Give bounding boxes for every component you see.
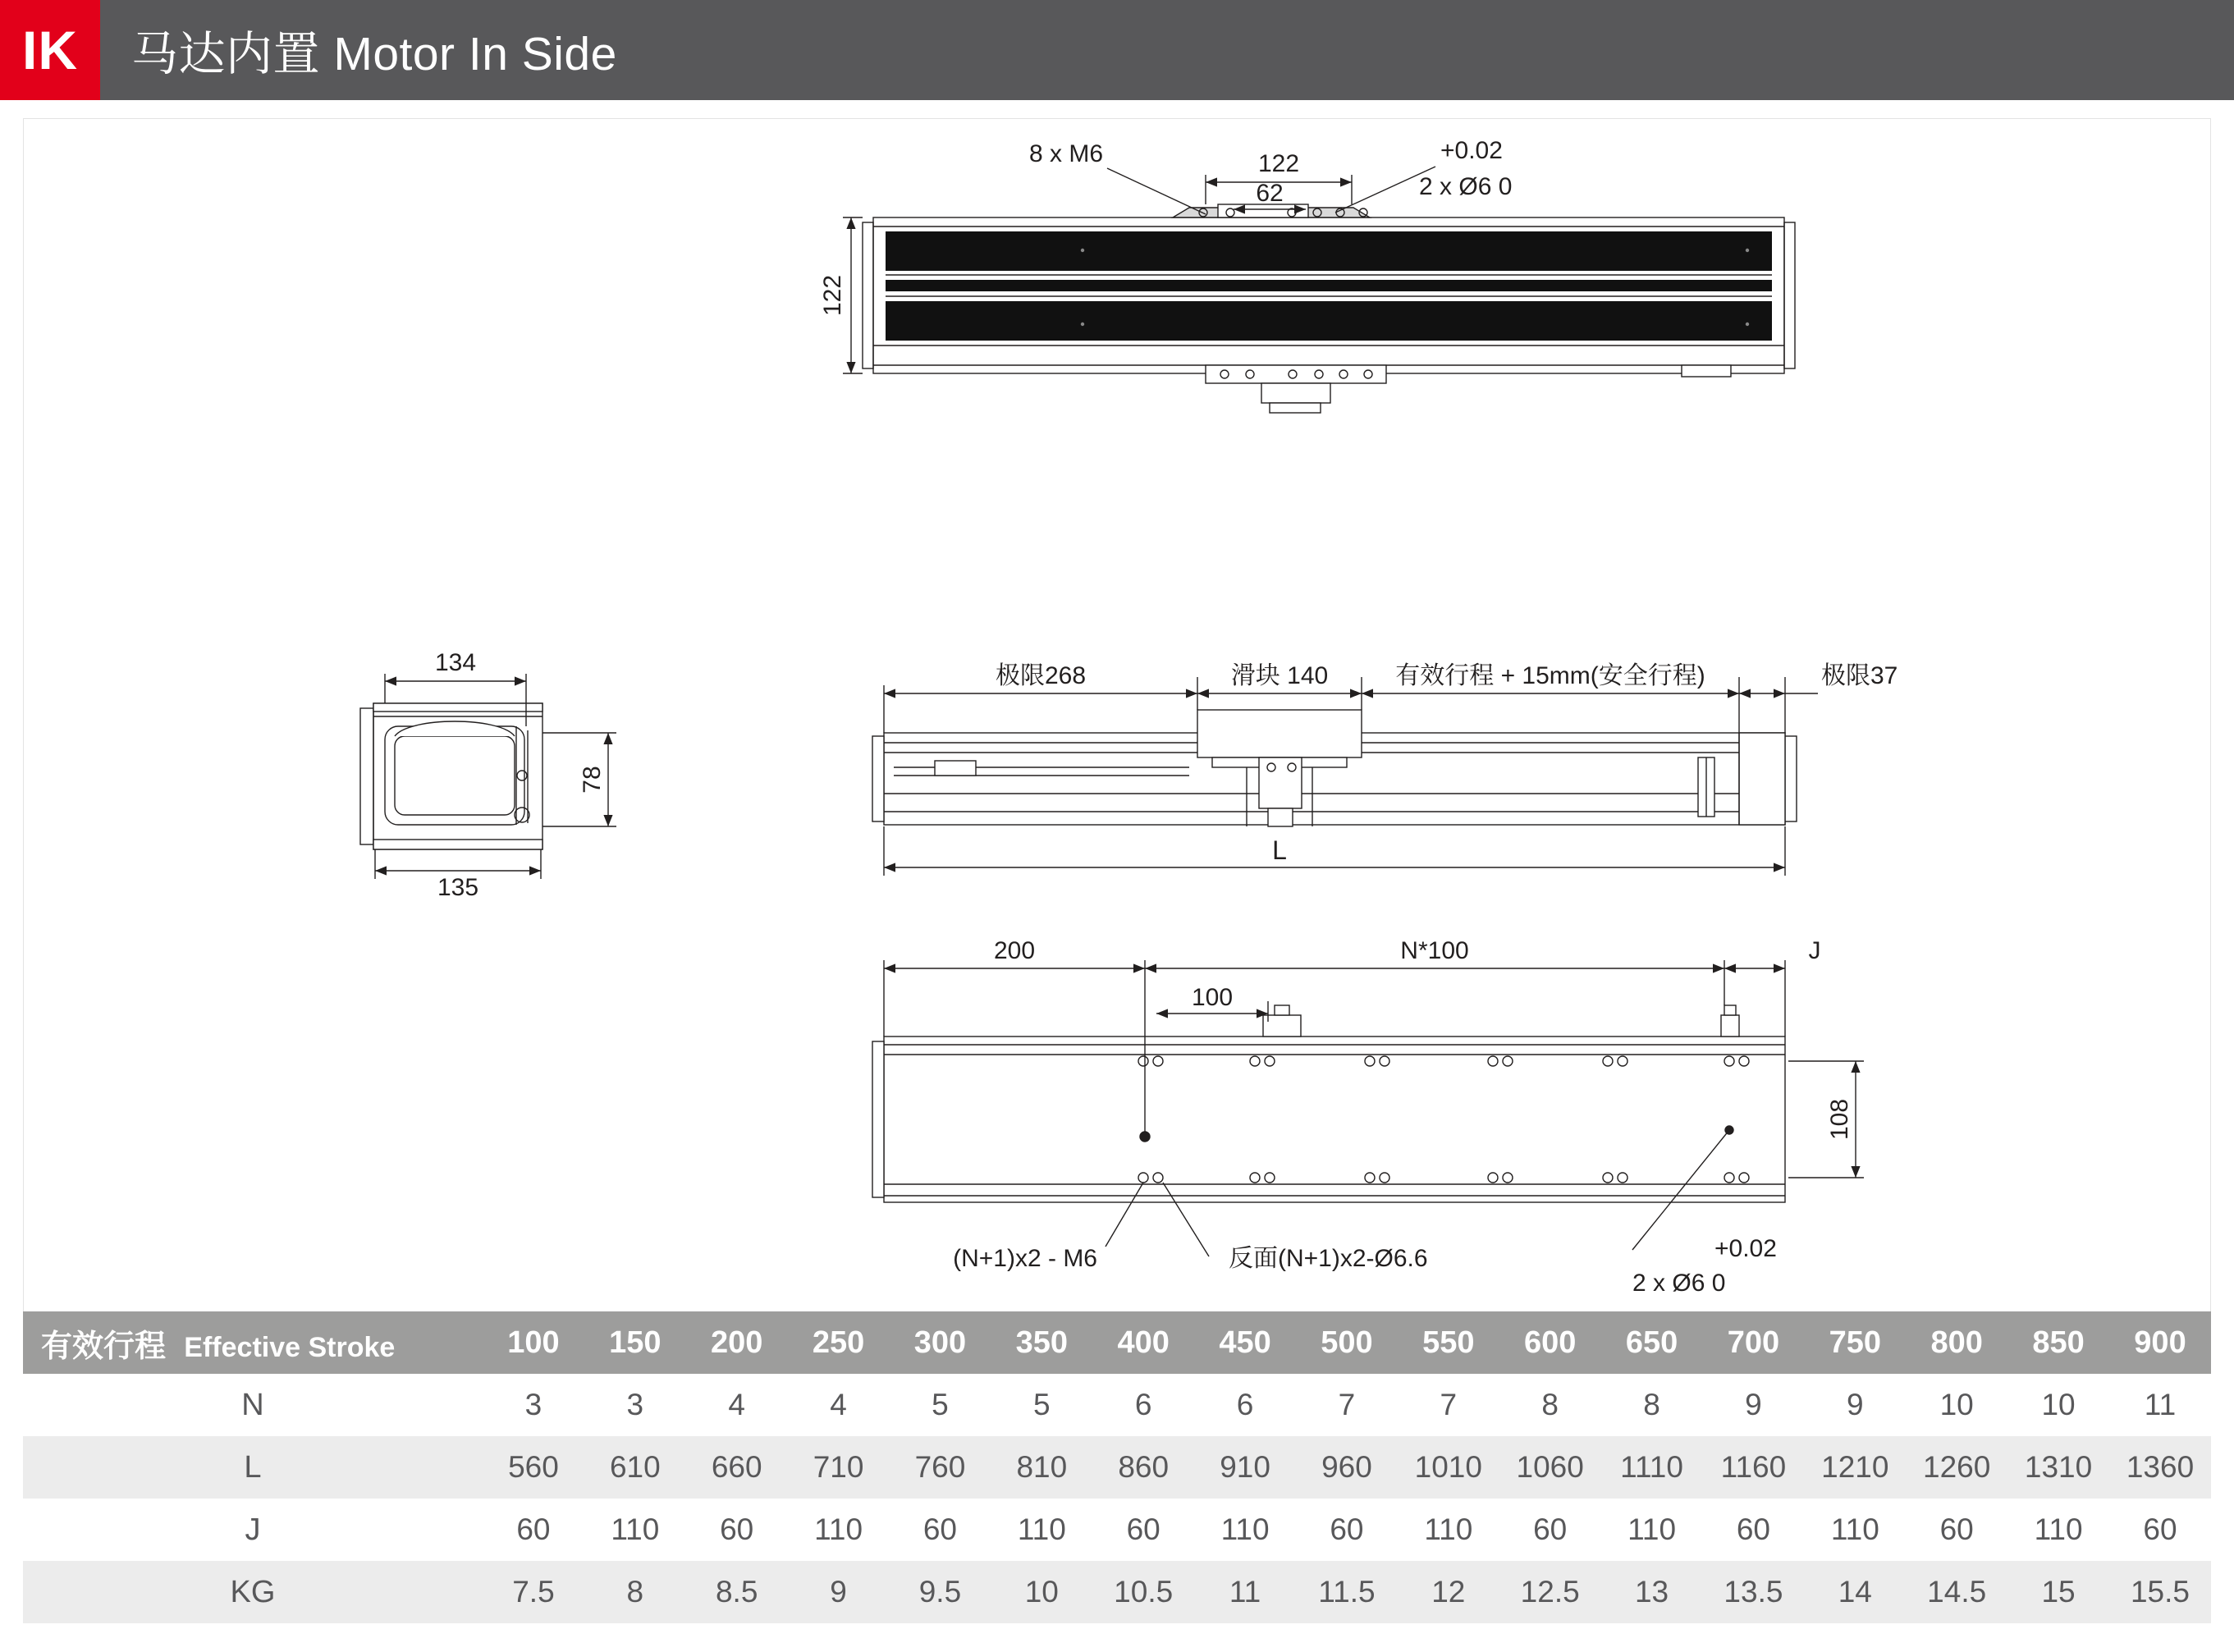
cell: 1210 bbox=[1804, 1436, 1906, 1499]
cell: 60 bbox=[686, 1499, 788, 1561]
note-m6-holes: (N+1)x2 - M6 bbox=[953, 1245, 1097, 1272]
cell: 10 bbox=[2007, 1374, 2109, 1436]
cell: 10.5 bbox=[1092, 1561, 1194, 1623]
table-row bbox=[23, 1436, 2211, 1499]
dim-J: J bbox=[1808, 937, 1821, 964]
cell: 5 bbox=[890, 1374, 991, 1436]
header-effective-stroke-cn: 有效行程 bbox=[41, 1329, 167, 1364]
header-effective-stroke-en: Effective Stroke bbox=[184, 1331, 396, 1363]
table-header-row bbox=[23, 1311, 2211, 1374]
cell: 7.5 bbox=[483, 1561, 584, 1623]
cell: 1060 bbox=[1499, 1436, 1601, 1499]
col-header: 650 bbox=[1601, 1311, 1703, 1374]
cell: 9 bbox=[1703, 1374, 1805, 1436]
cell: 9.5 bbox=[890, 1561, 991, 1623]
cell: 110 bbox=[584, 1499, 686, 1561]
cell: 860 bbox=[1092, 1436, 1194, 1499]
cell: 3 bbox=[483, 1374, 584, 1436]
col-header: 850 bbox=[2007, 1311, 2109, 1374]
cell: 8 bbox=[584, 1561, 686, 1623]
cell: 6 bbox=[1092, 1374, 1194, 1436]
front-view bbox=[819, 137, 1795, 413]
cell: 810 bbox=[991, 1436, 1092, 1499]
side-view bbox=[872, 662, 1898, 876]
cell: 14.5 bbox=[1906, 1561, 2007, 1623]
cell: 1110 bbox=[1601, 1436, 1703, 1499]
col-header: 300 bbox=[890, 1311, 991, 1374]
tolerance-upper-front: +0.02 bbox=[1440, 137, 1503, 164]
table-row bbox=[23, 1561, 2211, 1623]
col-header: 600 bbox=[1499, 1311, 1601, 1374]
cell: 60 bbox=[1703, 1499, 1805, 1561]
tolerance-lower-front: 2 x Ø6 0 bbox=[1419, 173, 1513, 200]
col-header: 550 bbox=[1398, 1311, 1499, 1374]
cell: 60 bbox=[890, 1499, 991, 1561]
cell: 10 bbox=[1906, 1374, 2007, 1436]
col-header: 900 bbox=[2109, 1311, 2211, 1374]
cell: 60 bbox=[483, 1499, 584, 1561]
cell: 4 bbox=[788, 1374, 890, 1436]
cell: 9 bbox=[788, 1561, 890, 1623]
cell: 11 bbox=[2109, 1374, 2211, 1436]
cell: 110 bbox=[1804, 1499, 1906, 1561]
cell: 110 bbox=[788, 1499, 890, 1561]
specification-table bbox=[23, 1311, 2211, 1623]
dim-effective-stroke: 有效行程 + 15mm(安全行程) bbox=[1395, 662, 1705, 689]
page-title: 马达内置 Motor In Side bbox=[131, 28, 617, 80]
cell: 60 bbox=[1092, 1499, 1194, 1561]
technical-drawing-panel bbox=[23, 118, 2211, 1325]
cell: 7 bbox=[1296, 1374, 1398, 1436]
cell: 11.5 bbox=[1296, 1561, 1398, 1623]
col-header: 750 bbox=[1804, 1311, 1906, 1374]
cell: 13.5 bbox=[1703, 1561, 1805, 1623]
cell: 8 bbox=[1601, 1374, 1703, 1436]
cell: 960 bbox=[1296, 1436, 1398, 1499]
dim-108: 108 bbox=[1826, 1098, 1853, 1141]
dim-200: 200 bbox=[993, 937, 1036, 964]
col-header: 500 bbox=[1296, 1311, 1398, 1374]
cell: 110 bbox=[1194, 1499, 1296, 1561]
col-header: 400 bbox=[1092, 1311, 1194, 1374]
specification-table-wrap bbox=[23, 1311, 2211, 1623]
dim-L: L bbox=[1272, 835, 1287, 865]
cell: 1310 bbox=[2007, 1436, 2109, 1499]
cell: 710 bbox=[788, 1436, 890, 1499]
cell: 110 bbox=[2007, 1499, 2109, 1561]
cell: 760 bbox=[890, 1436, 991, 1499]
cell: 3 bbox=[584, 1374, 686, 1436]
cell: 12 bbox=[1398, 1561, 1499, 1623]
dim-N100: N*100 bbox=[1400, 937, 1469, 964]
tolerance-upper-bottom: +0.02 bbox=[1714, 1235, 1777, 1262]
row-label: N bbox=[23, 1374, 483, 1436]
row-label: KG bbox=[23, 1561, 483, 1623]
dim-100: 100 bbox=[1191, 984, 1234, 1011]
cell: 60 bbox=[1906, 1499, 2007, 1561]
cell: 13 bbox=[1601, 1561, 1703, 1623]
col-header: 100 bbox=[483, 1311, 584, 1374]
cell: 610 bbox=[584, 1436, 686, 1499]
cell: 1010 bbox=[1398, 1436, 1499, 1499]
cell: 5 bbox=[991, 1374, 1092, 1436]
cell: 12.5 bbox=[1499, 1561, 1601, 1623]
tolerance-lower-bottom: 2 x Ø6 0 bbox=[1632, 1270, 1726, 1297]
cell: 1360 bbox=[2109, 1436, 2211, 1499]
cell: 8 bbox=[1499, 1374, 1601, 1436]
col-header: 350 bbox=[991, 1311, 1092, 1374]
drawing-svg bbox=[24, 119, 2212, 1324]
cell: 11 bbox=[1194, 1561, 1296, 1623]
dim-62: 62 bbox=[1256, 180, 1284, 207]
cell: 7 bbox=[1398, 1374, 1499, 1436]
label-8xm6: 8 x M6 bbox=[1028, 140, 1103, 167]
row-label: L bbox=[23, 1436, 483, 1499]
cell: 14 bbox=[1804, 1561, 1906, 1623]
cell: 15 bbox=[2007, 1561, 2109, 1623]
col-header: 200 bbox=[686, 1311, 788, 1374]
bottom-view bbox=[872, 937, 1864, 1297]
cell: 6 bbox=[1194, 1374, 1296, 1436]
col-header: 150 bbox=[584, 1311, 686, 1374]
cell: 660 bbox=[686, 1436, 788, 1499]
brand-badge: IK bbox=[0, 0, 100, 100]
col-header: 700 bbox=[1703, 1311, 1805, 1374]
dim-134: 134 bbox=[434, 649, 477, 676]
cell: 110 bbox=[991, 1499, 1092, 1561]
cell: 110 bbox=[1601, 1499, 1703, 1561]
cell: 60 bbox=[1296, 1499, 1398, 1561]
cell: 1260 bbox=[1906, 1436, 2007, 1499]
drawing-canvas bbox=[24, 119, 2210, 1324]
col-header: 250 bbox=[788, 1311, 890, 1374]
table-row bbox=[23, 1499, 2211, 1561]
section-view bbox=[360, 649, 616, 901]
dim-122-top: 122 bbox=[1257, 150, 1300, 177]
cell: 10 bbox=[991, 1561, 1092, 1623]
cell: 4 bbox=[686, 1374, 788, 1436]
cell: 60 bbox=[1499, 1499, 1601, 1561]
col-header: 450 bbox=[1194, 1311, 1296, 1374]
dim-limit-37: 极限37 bbox=[1821, 662, 1898, 689]
cell: 15.5 bbox=[2109, 1561, 2211, 1623]
page-header bbox=[0, 0, 2234, 100]
cell: 910 bbox=[1194, 1436, 1296, 1499]
header-effective-stroke bbox=[23, 1311, 483, 1374]
cell: 60 bbox=[2109, 1499, 2211, 1561]
dim-slider-140: 滑块 140 bbox=[1230, 662, 1329, 689]
dim-122-left: 122 bbox=[819, 274, 846, 317]
cell: 9 bbox=[1804, 1374, 1906, 1436]
cell: 560 bbox=[483, 1436, 584, 1499]
row-label: J bbox=[23, 1499, 483, 1561]
cell: 8.5 bbox=[686, 1561, 788, 1623]
note-back-holes: 反面(N+1)x2-Ø6.6 bbox=[1229, 1245, 1428, 1272]
cell: 110 bbox=[1398, 1499, 1499, 1561]
dim-135: 135 bbox=[437, 874, 479, 901]
dim-limit-268: 极限268 bbox=[995, 662, 1087, 689]
cell: 1160 bbox=[1703, 1436, 1805, 1499]
col-header: 800 bbox=[1906, 1311, 2007, 1374]
table-row bbox=[23, 1374, 2211, 1436]
dim-78: 78 bbox=[579, 766, 606, 794]
